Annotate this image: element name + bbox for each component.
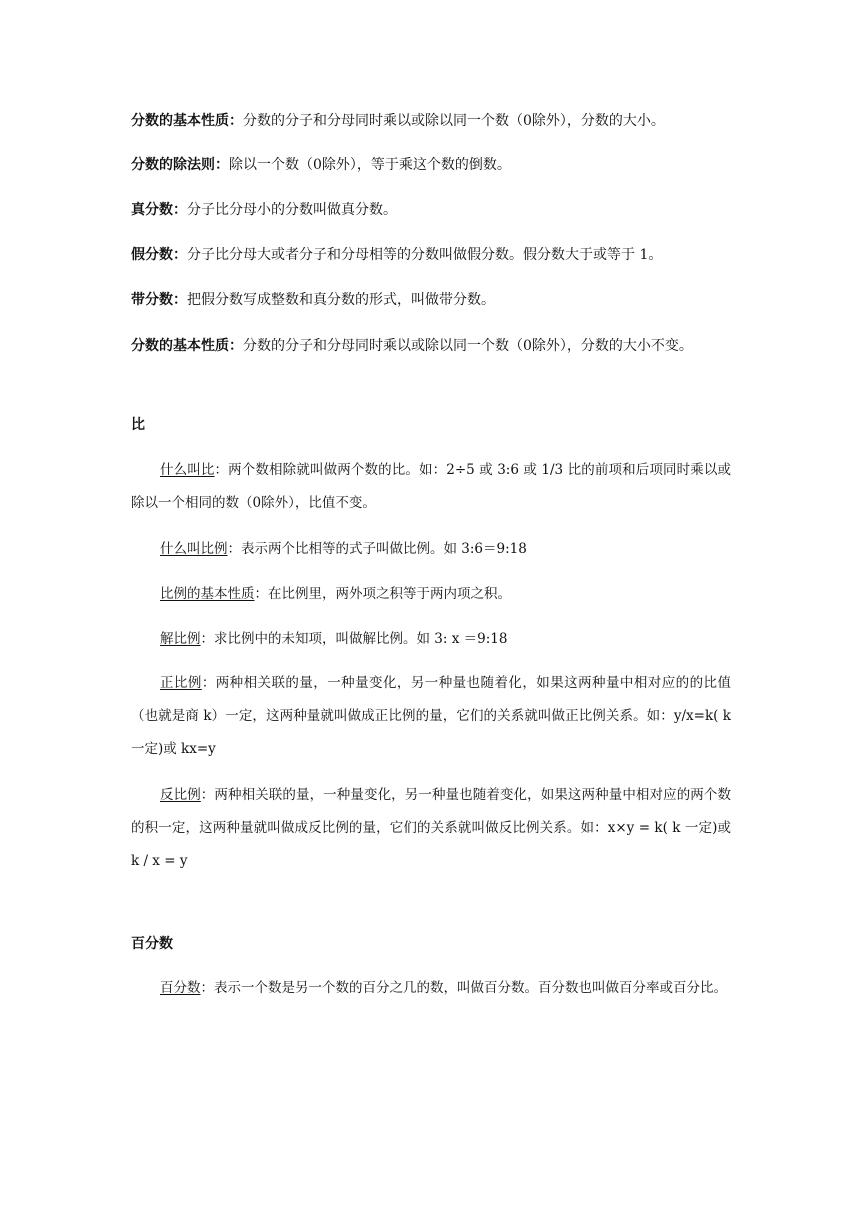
ratio-paragraph xyxy=(131,578,731,611)
definition-line xyxy=(131,200,397,220)
definition-line xyxy=(131,155,511,175)
percent-paragraph xyxy=(131,972,731,1005)
definition-term: 分数的除法则： xyxy=(131,157,229,173)
definition-text: 分子比分母大或者分子和分母相等的分数叫做假分数。假分数大于或等于 1。 xyxy=(187,247,663,263)
ratio-term: 反比例 xyxy=(160,787,201,803)
ratio-term: 什么叫比例 xyxy=(160,541,228,557)
ratio-text: ：两个数相除就叫做两个数的比。如：2÷5 或 3:6 或 1/3 比的前项和后项同时乘以或除以一个相同的数（0除外），比值不变。 xyxy=(131,462,732,511)
definition-term: 真分数： xyxy=(131,202,187,218)
definition-text: 分数的分子和分母同时乘以或除以同一个数（0除外），分数的大小不变。 xyxy=(243,338,693,354)
ratio-term: 解比例 xyxy=(160,631,201,647)
definition-term: 假分数： xyxy=(131,247,187,263)
definition-text: 分子比分母小的分数叫做真分数。 xyxy=(187,202,397,218)
definition-term: 分数的基本性质： xyxy=(131,338,243,354)
ratio-paragraph xyxy=(131,533,731,566)
percent-text: ：表示一个数是另一个数的百分之几的数，叫做百分数。百分数也叫做百分率或百分比。 xyxy=(200,980,727,996)
section-heading-ratio: 比 xyxy=(131,417,145,433)
section-heading-percent: 百分数 xyxy=(131,936,173,952)
definition-term: 带分数： xyxy=(131,292,187,308)
definition-line xyxy=(131,336,693,356)
ratio-paragraph xyxy=(131,623,731,656)
definition-text: 除以一个数（0除外），等于乘这个数的倒数。 xyxy=(229,157,511,173)
ratio-text: ：求比例中的未知项，叫做解比例。如 3: x ＝9:18 xyxy=(200,631,508,647)
ratio-text: ：在比例里，两外项之积等于两内项之积。 xyxy=(254,586,511,602)
definition-line xyxy=(131,245,662,265)
ratio-paragraph xyxy=(131,779,731,878)
ratio-text: ：两种相关联的量，一种量变化，另一种量也随着变化，如果这两种量中相对应的两个数的积一定，这两种量就叫做成反比例的量，它们的关系就叫做反比例关系。如：x×y = k( k 一定)或 k / x = y xyxy=(131,787,732,869)
ratio-paragraph xyxy=(131,667,731,766)
definition-line xyxy=(131,111,665,131)
definition-text: 把假分数写成整数和真分数的形式，叫做带分数。 xyxy=(187,292,495,308)
ratio-term: 正比例 xyxy=(160,675,202,691)
ratio-paragraph xyxy=(131,454,731,520)
definition-text: 分数的分子和分母同时乘以或除以同一个数（0除外），分数的大小。 xyxy=(243,113,665,129)
ratio-text: ：表示两个比相等的式子叫做比例。如 3:6＝9:18 xyxy=(227,541,527,557)
definition-line xyxy=(131,290,495,310)
ratio-text: ：两种相关联的量，一种量变化，另一种量也随着化，如果这两种量中相对应的的比值（也就是商 k）一定，这两种量就叫做成正比例的量，它们的关系就叫做正比例关系。如：y/x=k( k 一定)或 kx=y xyxy=(131,675,731,757)
ratio-term: 什么叫比 xyxy=(160,462,215,478)
ratio-term: 比例的基本性质 xyxy=(160,586,255,602)
definition-term: 分数的基本性质： xyxy=(131,113,243,129)
percent-term: 百分数 xyxy=(160,980,201,996)
